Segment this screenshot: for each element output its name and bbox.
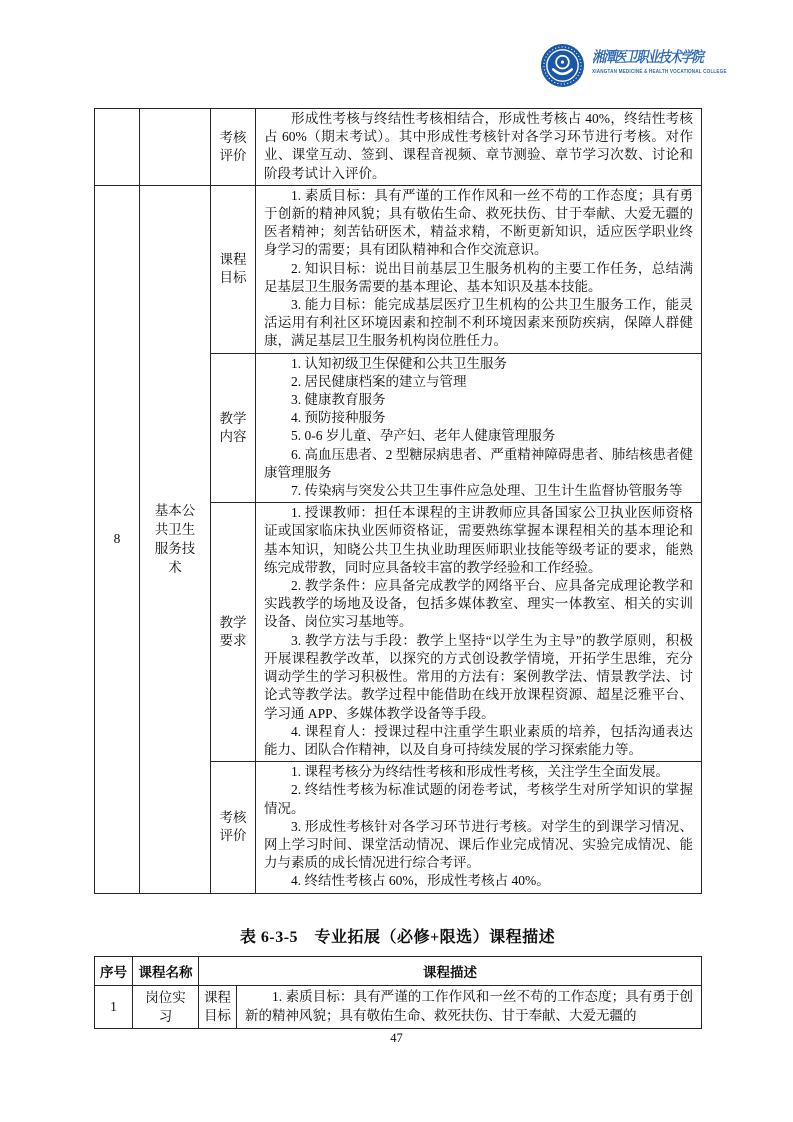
expansion-course-table	[94, 956, 702, 1029]
paragraph: 6. 高血压患者、2 型糖尿病患者、严重精神障碍患者、肺结核患者健康管理服务	[264, 446, 693, 480]
section-content	[256, 185, 702, 353]
section-content	[256, 762, 702, 893]
college-name-block	[592, 43, 738, 75]
paragraph: 2. 知识目标：说出目前基层卫生服务机构的主要工作任务，总结满足基层卫生服务需要的基本理论、基本知识及基本技能。	[264, 260, 693, 294]
paragraph: 3. 形成性考核针对各学习环节进行考核。对学生的到课学习情况、网上学习时间、课堂活动情况、课后作业完成情况、实验完成情况、能力与素质的成长情况进行综合考评。	[264, 818, 693, 871]
section-label: 考核评价	[211, 109, 256, 186]
table-row-carryover	[95, 109, 702, 186]
college-name-en: XIANGTAN MEDICINE & HEALTH VOCATIONAL COLLEGE	[592, 68, 727, 75]
course-description-table	[94, 108, 702, 894]
paragraph: 2. 居民健康档案的建立与管理	[291, 373, 467, 389]
course-index: 1	[95, 986, 133, 1029]
college-emblem-icon	[540, 43, 585, 88]
column-header-index: 序号	[95, 957, 133, 986]
course-name: 基本公共卫生服务技术	[140, 185, 211, 893]
college-name-cn: 湘潭医卫职业技术学院	[592, 50, 703, 66]
paragraph: 1. 认知初级卫生保健和公共卫生服务	[291, 355, 507, 371]
paragraph: 4. 课程育人：授课过程中注重学生职业素质的培养，包括沟通表达能力、团队合作精神，以及自身可持续发展的学习探索能力等。	[264, 723, 693, 757]
paragraph: 1. 授课教师：担任本课程的主讲教师应具备国家公卫执业医师资格证或国家临床执业医师资格证，需要熟练掌握本课程相关的基本理论和基本知识，知晓公共卫生执业助理医师职业技能等级考证的要求，能熟练完成带教，同时应具备较丰富的教学经验和工作经验。	[264, 505, 693, 575]
section-label: 教学要求	[211, 503, 256, 762]
section-content	[256, 353, 702, 503]
paragraph: 7. 传染病与突发公共卫生事件应急处理、卫生计生监督协管服务等	[291, 483, 683, 499]
table-header-row	[95, 957, 702, 986]
paragraph: 3. 能力目标：能完成基层医疗卫生机构的公共卫生服务工作，能灵活运用有利社区环境因素和控制不利环境因素来预防疾病，保障人群健康，满足基层卫生服务机构岗位胜任力。	[264, 297, 693, 349]
column-header-course-name: 课程名称	[133, 957, 199, 986]
paragraph: 形成性考核与终结性考核相结合，形成性考核占 40%，终结性考核占 60%（期末考试）。其中形成性考核针对各学习环节进行考核。对作业、课堂互动、签到、课程音视频、章节测验、章节学习次数、讨论和阶段考试计入评价。	[264, 111, 693, 181]
section-content	[256, 503, 702, 762]
paragraph: 3. 教学方法与手段：教学上坚持“以学生为主导”的教学原则，积极开展课程教学改革，以探究的方式创设教学情境，开拓学生思维，充分调动学生的学习积极性。常用的方法有：案例教学法、情景教学法、讨论式等教学法。教学过程中能借助在线开放课程资源、超星泛雅平台、学习通 APP、多媒体教学设备等手段。	[264, 632, 693, 721]
table-row-internship	[95, 986, 702, 1029]
section-label: 课程目标	[211, 185, 256, 353]
course-name: 岗位实习	[133, 986, 199, 1029]
paragraph: 3. 健康教育服务	[291, 392, 386, 408]
paragraph: 1. 课程考核分为终结性考核和形成性考核，关注学生全面发展。	[291, 764, 669, 780]
paragraph: 2. 终结性考核为标准试题的闭卷考试，考核学生对所学知识的掌握情况。	[264, 782, 693, 816]
table-title: 表 6-3-5 专业拓展（必修+限选）课程描述	[239, 929, 556, 946]
column-header-description: 课程描述	[199, 957, 702, 986]
section-content	[256, 109, 702, 186]
paragraph: 5. 0-6 岁儿童、孕产妇、老年人健康管理服务	[291, 428, 556, 444]
empty-index-cell	[95, 109, 140, 186]
paragraph: 4. 终结性考核占 60%，形成性考核占 40%。	[291, 873, 550, 889]
paragraph: 4. 预防接种服务	[291, 410, 386, 426]
section-label: 教学内容	[211, 353, 256, 503]
college-logo	[540, 43, 738, 88]
paragraph: 1. 素质目标：具有严谨的工作作风和一丝不苟的工作态度；具有勇于创新的精神风貌；具有敬佑生命、救死扶伤、甘于奉献、大爱无疆的医者精神；刻苦钻研医术，精益求精，不断更新知识，适应医学职业终身学习的需要；具有团队精神和合作交流意识。	[264, 187, 693, 258]
empty-course-cell	[140, 109, 211, 186]
section-label: 课程目标	[199, 986, 237, 1029]
paragraph: 2. 教学条件：应具备完成教学的网络平台、应具备完成理论教学和实践教学的场地及设备，包括多媒体教室、理实一体教室、相关的实训设备、岗位实习基地等。	[264, 578, 693, 630]
section-content	[237, 986, 702, 1029]
paragraph: 1. 素质目标：具有严谨的工作作风和一丝不苟的工作态度；具有勇于创新的精神风貌；具有敬佑生命、救死扶伤、甘于奉献、大爱无疆的	[245, 989, 693, 1023]
course-index: 8	[95, 185, 140, 893]
page-number: 47	[390, 1031, 403, 1045]
section-label: 考核评价	[211, 762, 256, 893]
table-row-course-goal	[95, 185, 702, 353]
